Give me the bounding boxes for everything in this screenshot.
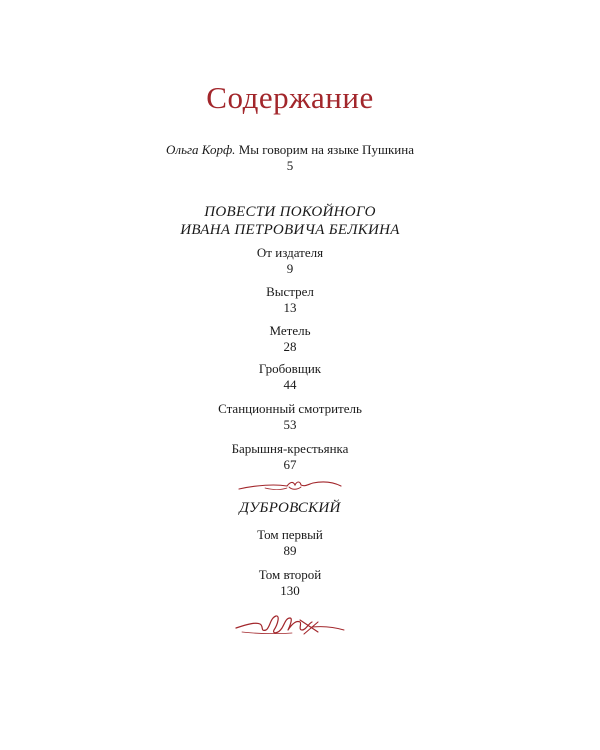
section-heading-belkin: [0, 203, 580, 239]
toc-entry[interactable]: [0, 323, 580, 355]
toc-entry-page: 130: [280, 583, 300, 598]
toc-entry-page: 9: [286, 261, 294, 276]
toc-entry-label: Барышня-крестьянка: [231, 441, 349, 456]
section-heading-line: ДУБРОВСКИЙ: [239, 500, 341, 516]
pushkin-signature-icon: [0, 610, 580, 643]
toc-entry-label: Том второй: [258, 567, 322, 582]
toc-entry[interactable]: [0, 284, 580, 316]
section-heading-line: ПОВЕСТИ ПОКОЙНОГО: [204, 204, 376, 220]
toc-entry-page: 67: [283, 457, 297, 472]
toc-entry-label: От издателя: [256, 245, 324, 260]
toc-entry[interactable]: [0, 361, 580, 393]
toc-entry-label: Гробовщик: [258, 361, 322, 376]
toc-entry-intro[interactable]: [0, 142, 580, 174]
toc-entry-page: 89: [283, 543, 297, 558]
toc-entry-label: Станционный смотритель: [218, 401, 362, 416]
toc-entry[interactable]: [0, 401, 580, 433]
section-heading-dubrovsky: [0, 499, 580, 517]
toc-entry[interactable]: [0, 567, 580, 599]
toc-entry-author: Ольга Корф.: [166, 142, 236, 157]
section-heading-line: ИВАНА ПЕТРОВИЧА БЕЛКИНА: [180, 222, 400, 238]
toc-entry-page: 28: [283, 339, 297, 354]
toc-entry-label: Выстрел: [266, 284, 314, 299]
toc-entry-label: [0, 142, 580, 158]
page-title: Содержание: [206, 80, 374, 115]
toc-entry[interactable]: [0, 527, 580, 559]
toc-entry-label: Том первый: [257, 527, 323, 542]
toc-entry-label: Метель: [269, 323, 311, 338]
toc-entry-page: 44: [283, 377, 297, 392]
calligraphic-flourish-icon: [0, 478, 580, 499]
toc-entry-title: Мы говорим на языке Пушкина: [238, 142, 414, 157]
toc-entry-page: 5: [286, 158, 294, 173]
toc-entry-page: 53: [283, 417, 297, 432]
toc-entry-page: 13: [283, 300, 297, 315]
toc-entry[interactable]: [0, 441, 580, 473]
toc-entry[interactable]: [0, 245, 580, 277]
